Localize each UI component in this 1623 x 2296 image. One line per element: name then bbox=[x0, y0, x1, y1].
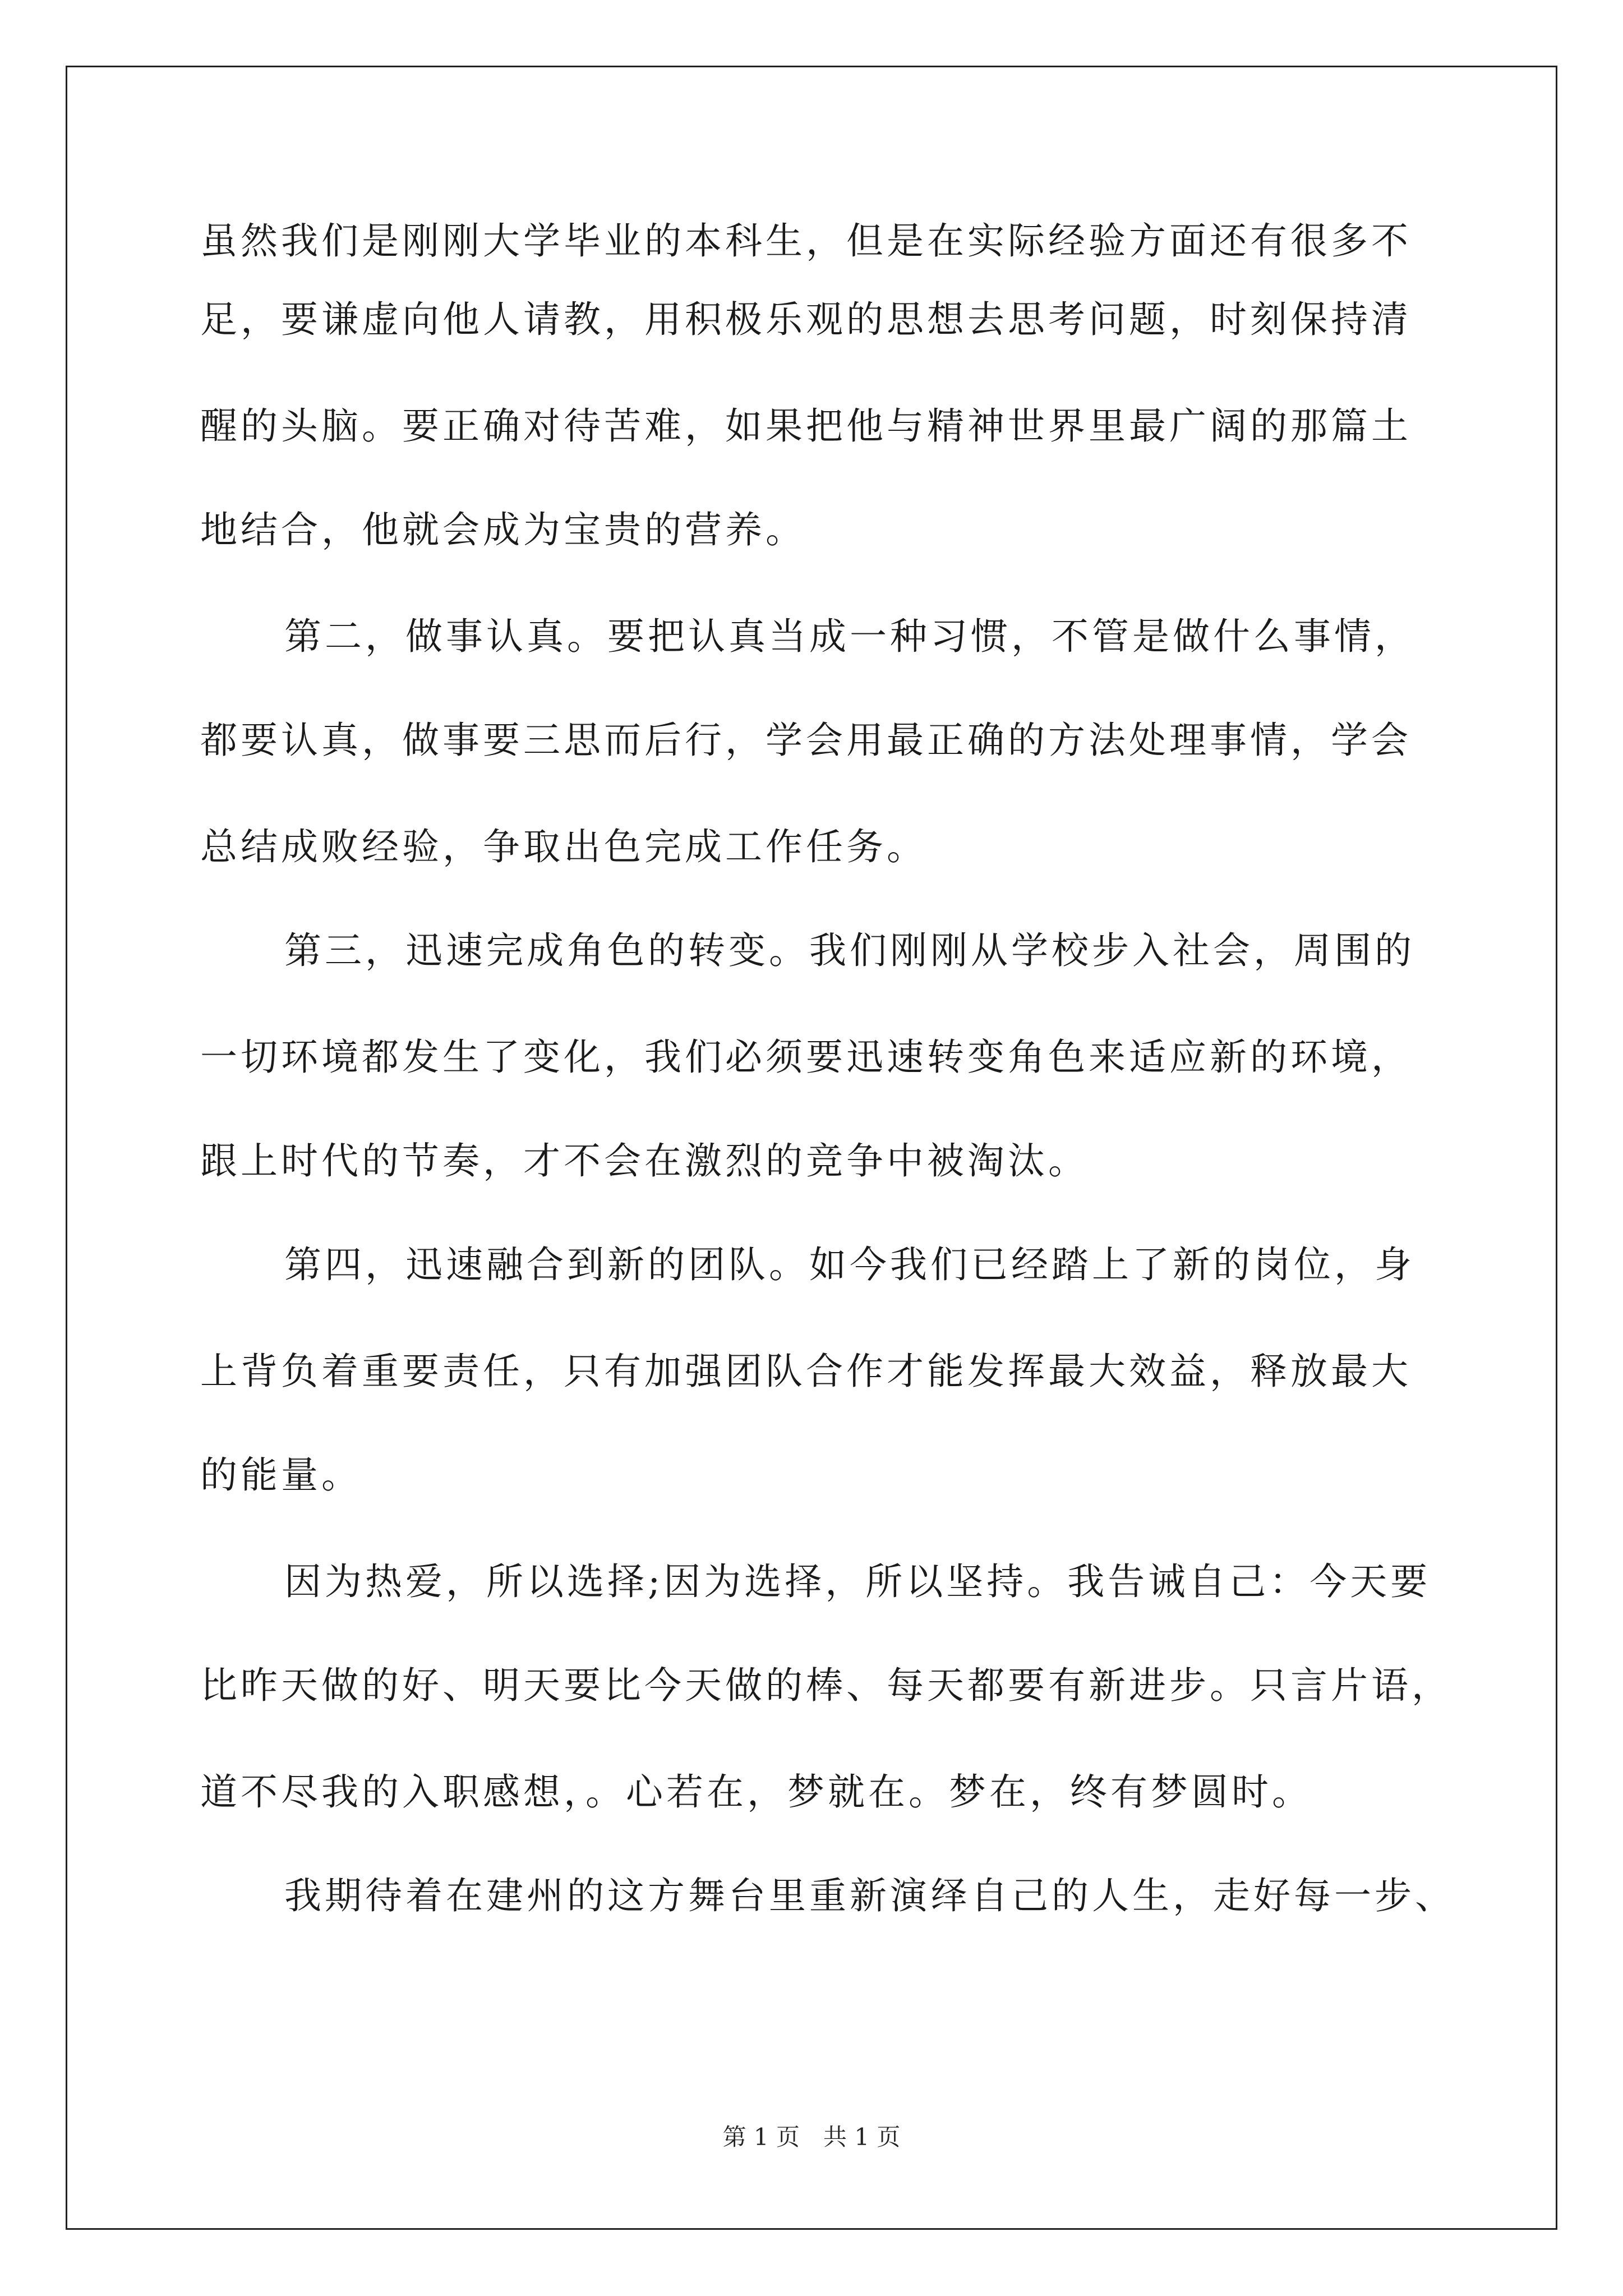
text-line: 跟上时代的节奏，才不会在激烈的竞争中被淘汰。 bbox=[200, 1139, 1089, 1182]
text-line: 上背负着重要责任，只有加强团队合作才能发挥最大效益，释放最大 bbox=[200, 1350, 1412, 1393]
text-line: 总结成败经验，争取出色完成工作任务。 bbox=[200, 825, 927, 868]
text-line: 的能量。 bbox=[200, 1453, 362, 1497]
text-line: 足，要谦虚向他人请教，用积极乐观的思想去思考问题，时刻保持清 bbox=[200, 298, 1412, 341]
text-line: 地结合，他就会成为宝贵的营养。 bbox=[200, 508, 806, 551]
text-line: 比昨天做的好、明天要比今天做的棒、每天都要有新进步。只言片语， bbox=[200, 1664, 1452, 1707]
text-line: 虽然我们是刚刚大学毕业的本科生，但是在实际经验方面还有很多不 bbox=[200, 219, 1412, 263]
text-line: 道不尽我的入职感想，。心若在，梦就在。梦在，终有梦圆时。 bbox=[200, 1770, 1312, 1814]
text-line: 第三，迅速完成角色的转变。我们刚刚从学校步入社会，周围的 bbox=[284, 929, 1415, 972]
text-line: 都要认真，做事要三思而后行，学会用最正确的方法处理事情，学会 bbox=[200, 719, 1412, 762]
text-line: 醒的头脑。要正确对待苦难，如果把他与精神世界里最广阔的那篇土 bbox=[200, 404, 1412, 448]
text-line: 我期待着在建州的这方舞台里重新演绎自己的人生，走好每一步、 bbox=[284, 1874, 1455, 1917]
text-line: 一切环境都发生了变化，我们必须要迅速转变角色来适应新的环境， bbox=[200, 1036, 1412, 1079]
page-number: 第 1 页 共 1 页 bbox=[722, 2123, 901, 2151]
text-line: 第四，迅速融合到新的团队。如今我们已经踏上了新的岗位，身 bbox=[284, 1243, 1415, 1286]
text-line: 第二，做事认真。要把认真当成一种习惯，不管是做什么事情， bbox=[284, 615, 1415, 658]
text-line: 因为热爱，所以选择;因为选择，所以坚持。我告诫自己：今天要 bbox=[284, 1560, 1431, 1603]
